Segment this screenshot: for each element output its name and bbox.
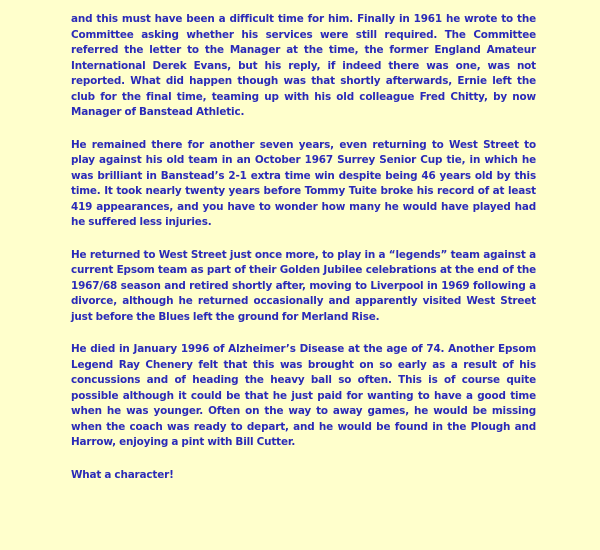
paragraph-return: He returned to West Street just once more, to play in a “legends” team against a current Epsom team as part of their Golden Jubilee celebrations at the end of the 1967/68 season and retired shortly after, moving to Liverpool in 1969 following a divorce, although he returned occasionally and apparently visited West Street just before the Blues left the ground for Merland Rise. [71, 248, 536, 323]
paragraph-departure: and this must have been a difficult time for him. Finally in 1961 he wrote to the Committee asking whether his services were still required. The Committee referred the letter to the Manager at the time, the former England Amateur International Derek Evans, but his reply, if indeed there was one, was not reported. What did happen though was that shortly afterwards, Ernie left the club for the final time, teaming up with his old colleague Fred Chitty, by now Manager of Banstead Athletic. [71, 13, 536, 118]
paragraph-banstead: He remained there for another seven years, even returning to West Street to play against his old team in an October 1967 Surrey Senior Cup tie, in which he was brilliant in Banstead’s 2-1 extra time win despite being 46 years old by this time. It took nearly twenty years before Tommy Tuite broke his record of at least 419 appearances, and you have to wonder how many he would have played had he suffered less injuries. [71, 138, 536, 228]
article-body [71, 12, 536, 500]
closing-line: What a character! [71, 468, 174, 481]
paragraph-death: He died in January 1996 of Alzheimer’s Disease at the age of 74. Another Epsom Legend Ray Chenery felt that this was brought on so early as a result of his concussions and of heading the heavy ball so often. This is of course quite possible although it could be that he just paid for wanting to have a good time when he was younger. Often on the way to away games, he would be missing when the coach was ready to depart, and he would be found in the Plough and Harrow, enjoying a pint with Bill Cutter. [71, 343, 536, 448]
